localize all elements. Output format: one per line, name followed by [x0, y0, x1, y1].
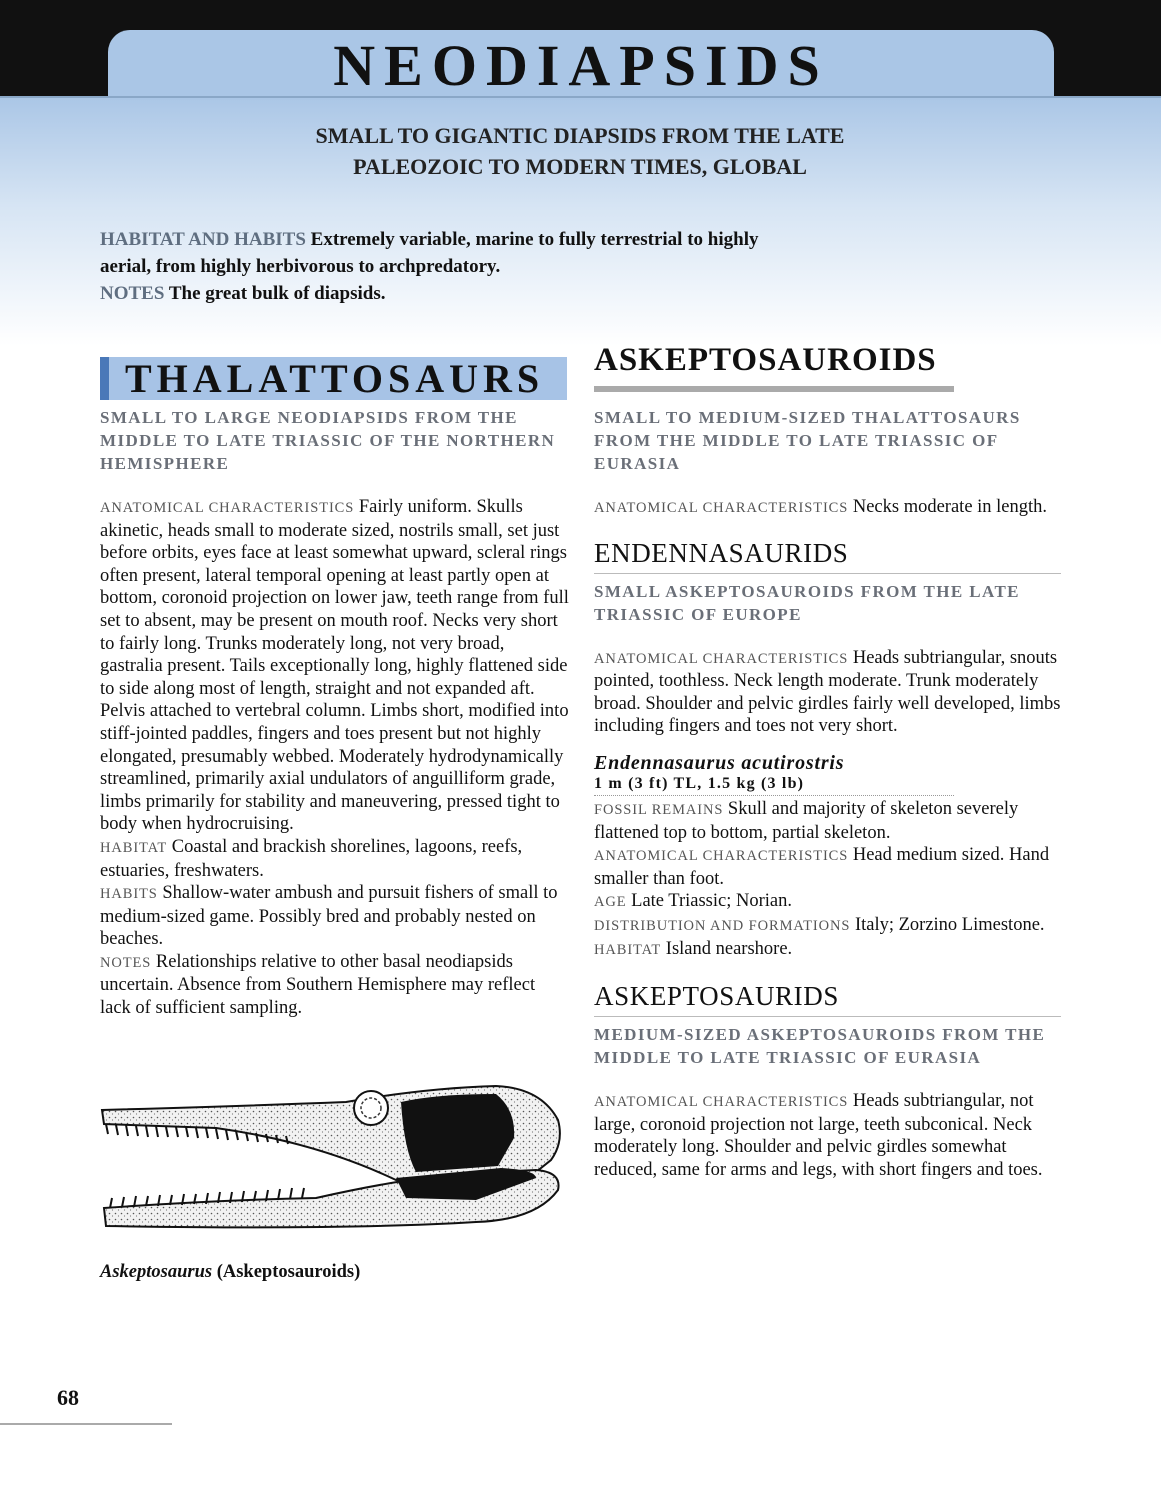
species-dist-label: DISTRIBUTION AND FORMATIONS: [594, 917, 851, 934]
endennasaurids-rule: [594, 573, 1061, 574]
species-body: [594, 798, 1061, 961]
thalattosaurs-title: THALATTOSAURS: [125, 356, 545, 401]
askeptosauroids-body: [594, 496, 1061, 520]
endennasaurids-subtitle: SMALL ASKEPTOSAUROIDS FROM THE LATE TRIASSIC OF EUROPE: [594, 581, 1020, 624]
species-age-text: Late Triassic; Norian.: [631, 891, 792, 912]
intro-habitat-label: HABITAT AND HABITS: [100, 229, 306, 250]
species-habitat-text: Island nearshore.: [665, 938, 793, 959]
species-habitat-label: HABITAT: [594, 941, 662, 958]
askeptosaurids-anat-text: Heads subtriangular, not large, coronoid projection not large, teeth subconical. Neck moderately long. Shoulder and pelvic girdles somewhat reduced, same for arms and legs, with short fingers and toes.: [594, 1091, 1043, 1180]
thalattosaurs-body: [100, 496, 570, 1020]
askeptosauroids-anat-label: ANATOMICAL CHARACTERISTICS: [594, 500, 849, 516]
askeptosaurus-skull-illustration: [96, 1080, 568, 1235]
page-number-rule: [0, 1423, 172, 1425]
askeptosauroids-anat-text: Necks moderate in length.: [852, 497, 1048, 517]
page-subtitle: SMALL TO GIGANTIC DIAPSIDS FROM THE LATE PALEOZOIC TO MODERN TIMES, GLOBAL: [315, 123, 845, 179]
figure-caption-group: (Askeptosauroids): [216, 1262, 361, 1282]
species-size: 1 m (3 ft) TL, 1.5 kg (3 lb): [594, 774, 805, 792]
page-number: 68: [57, 1385, 79, 1410]
species-anat-label: ANATOMICAL CHARACTERISTICS: [594, 848, 849, 865]
thalattosaurs-notes-text: Relationships relative to other basal neodiapsids uncertain. Absence from Southern Hemisphere may reflect lack of sufficient sampling.: [100, 951, 536, 1019]
thalattosaurs-subtitle: SMALL TO LARGE NEODIAPSIDS FROM THE MIDDLE TO LATE TRIASSIC OF THE NORTHERN HEMISPHERE: [100, 408, 556, 473]
thalattosaurs-anat-text: Fairly uniform. Skulls akinetic, heads small to moderate sized, nostrils small, set just before orbits, eyes face at least somewhat upward, scleral rings often present, lateral temporal opening at least partly open at bottom, coronoid projection on lower jaw, teeth range from full set to absent, may be present on mouth roof. Necks very short to fairly long. Trunks moderately long, not very broad, gastralia present. Tails exceptionally long, highly flattened side to side along most of length, straight and not expanded aft. Pelvis attached to vertebral column. Limbs short, modified into stiff-jointed paddles, fingers and toes present but not highly elongated, presumably webbed. Moderately hydrodynamically streamlined, primarily axial undulators of anguilliform grade, limbs primarily for stability and maneuvering, pressed tight to body when hydrocruising.: [100, 497, 569, 835]
endennasaurids-title: ENDENNASAURIDS: [594, 537, 849, 568]
askeptosaurids-rule: [594, 1016, 1061, 1017]
thalattosaurs-anat-label: ANATOMICAL CHARACTERISTICS: [100, 500, 355, 516]
askeptosauroids-title: ASKEPTOSAUROIDS: [594, 342, 937, 378]
figure-caption-genus: Askeptosaurus: [100, 1262, 213, 1282]
species-rule: [594, 795, 954, 796]
endennasaurids-anat-label: ANATOMICAL CHARACTERISTICS: [594, 650, 849, 667]
askeptosauroids-subtitle: SMALL TO MEDIUM-SIZED THALATTOSAURS FROM THE MIDDLE TO LATE TRIASSIC OF EURASIA: [594, 408, 1021, 473]
thalattosaurs-section: [100, 406, 570, 1020]
askeptosaurids-anat-label: ANATOMICAL CHARACTERISTICS: [594, 1094, 849, 1111]
thalattosaurs-habits-label: HABITS: [100, 886, 158, 903]
right-column: [594, 406, 1061, 1182]
askeptosaurids-subtitle: MEDIUM-SIZED ASKEPTOSAUROIDS FROM THE MIDDLE TO LATE TRIASSIC OF EURASIA: [594, 1025, 1046, 1068]
endennasaurids-anat-text: Heads subtriangular, snouts pointed, toothless. Neck length moderate. Trunk moderately broad. Shoulder and pelvic girdles fairly well developed, limbs including fingers and toes not very short.: [594, 647, 1061, 737]
species-fossil-label: FOSSIL REMAINS: [594, 801, 724, 818]
intro-notes-text: The great bulk of diapsids.: [168, 283, 386, 304]
askeptosaurids-title: ASKEPTOSAURIDS: [594, 981, 839, 1012]
thalattosaurs-habitat-label: HABITAT: [100, 839, 168, 856]
askeptosauroids-title-bar: [594, 386, 954, 392]
species-dist-text: Italy; Zorzino Limestone.: [854, 914, 1045, 935]
intro-block: [100, 226, 800, 307]
figure-caption: [100, 1262, 360, 1283]
endennasaurids-body: [594, 647, 1061, 738]
thalattosaurs-heading-box: [100, 357, 567, 400]
page-title: NEODIAPSIDS: [333, 33, 829, 98]
askeptosaurids-body: [594, 1090, 1061, 1181]
species-age-label: AGE: [594, 894, 627, 911]
species-fossil-text: Skull and majority of skeleton severely flattened top to bottom, partial skeleton.: [594, 798, 1019, 843]
species-anat-text: Head medium sized. Hand smaller than foot.: [594, 845, 1050, 889]
intro-habitat-text: Extremely variable, marine to fully terrestrial to highly aerial, from highly herbivorous to archpredatory.: [100, 229, 759, 277]
thalattosaurs-habits-text: Shallow-water ambush and pursuit fishers of small to medium-sized game. Possibly bred and probably nested on beaches.: [100, 883, 558, 950]
species-name: Endennasaurus acutirostris: [594, 751, 845, 774]
thalattosaurs-notes-label: NOTES: [100, 954, 152, 971]
thalattosaurs-habitat-text: Coastal and brackish shorelines, lagoons, reefs, estuaries, freshwaters.: [100, 836, 523, 881]
intro-notes-label: NOTES: [100, 283, 165, 304]
